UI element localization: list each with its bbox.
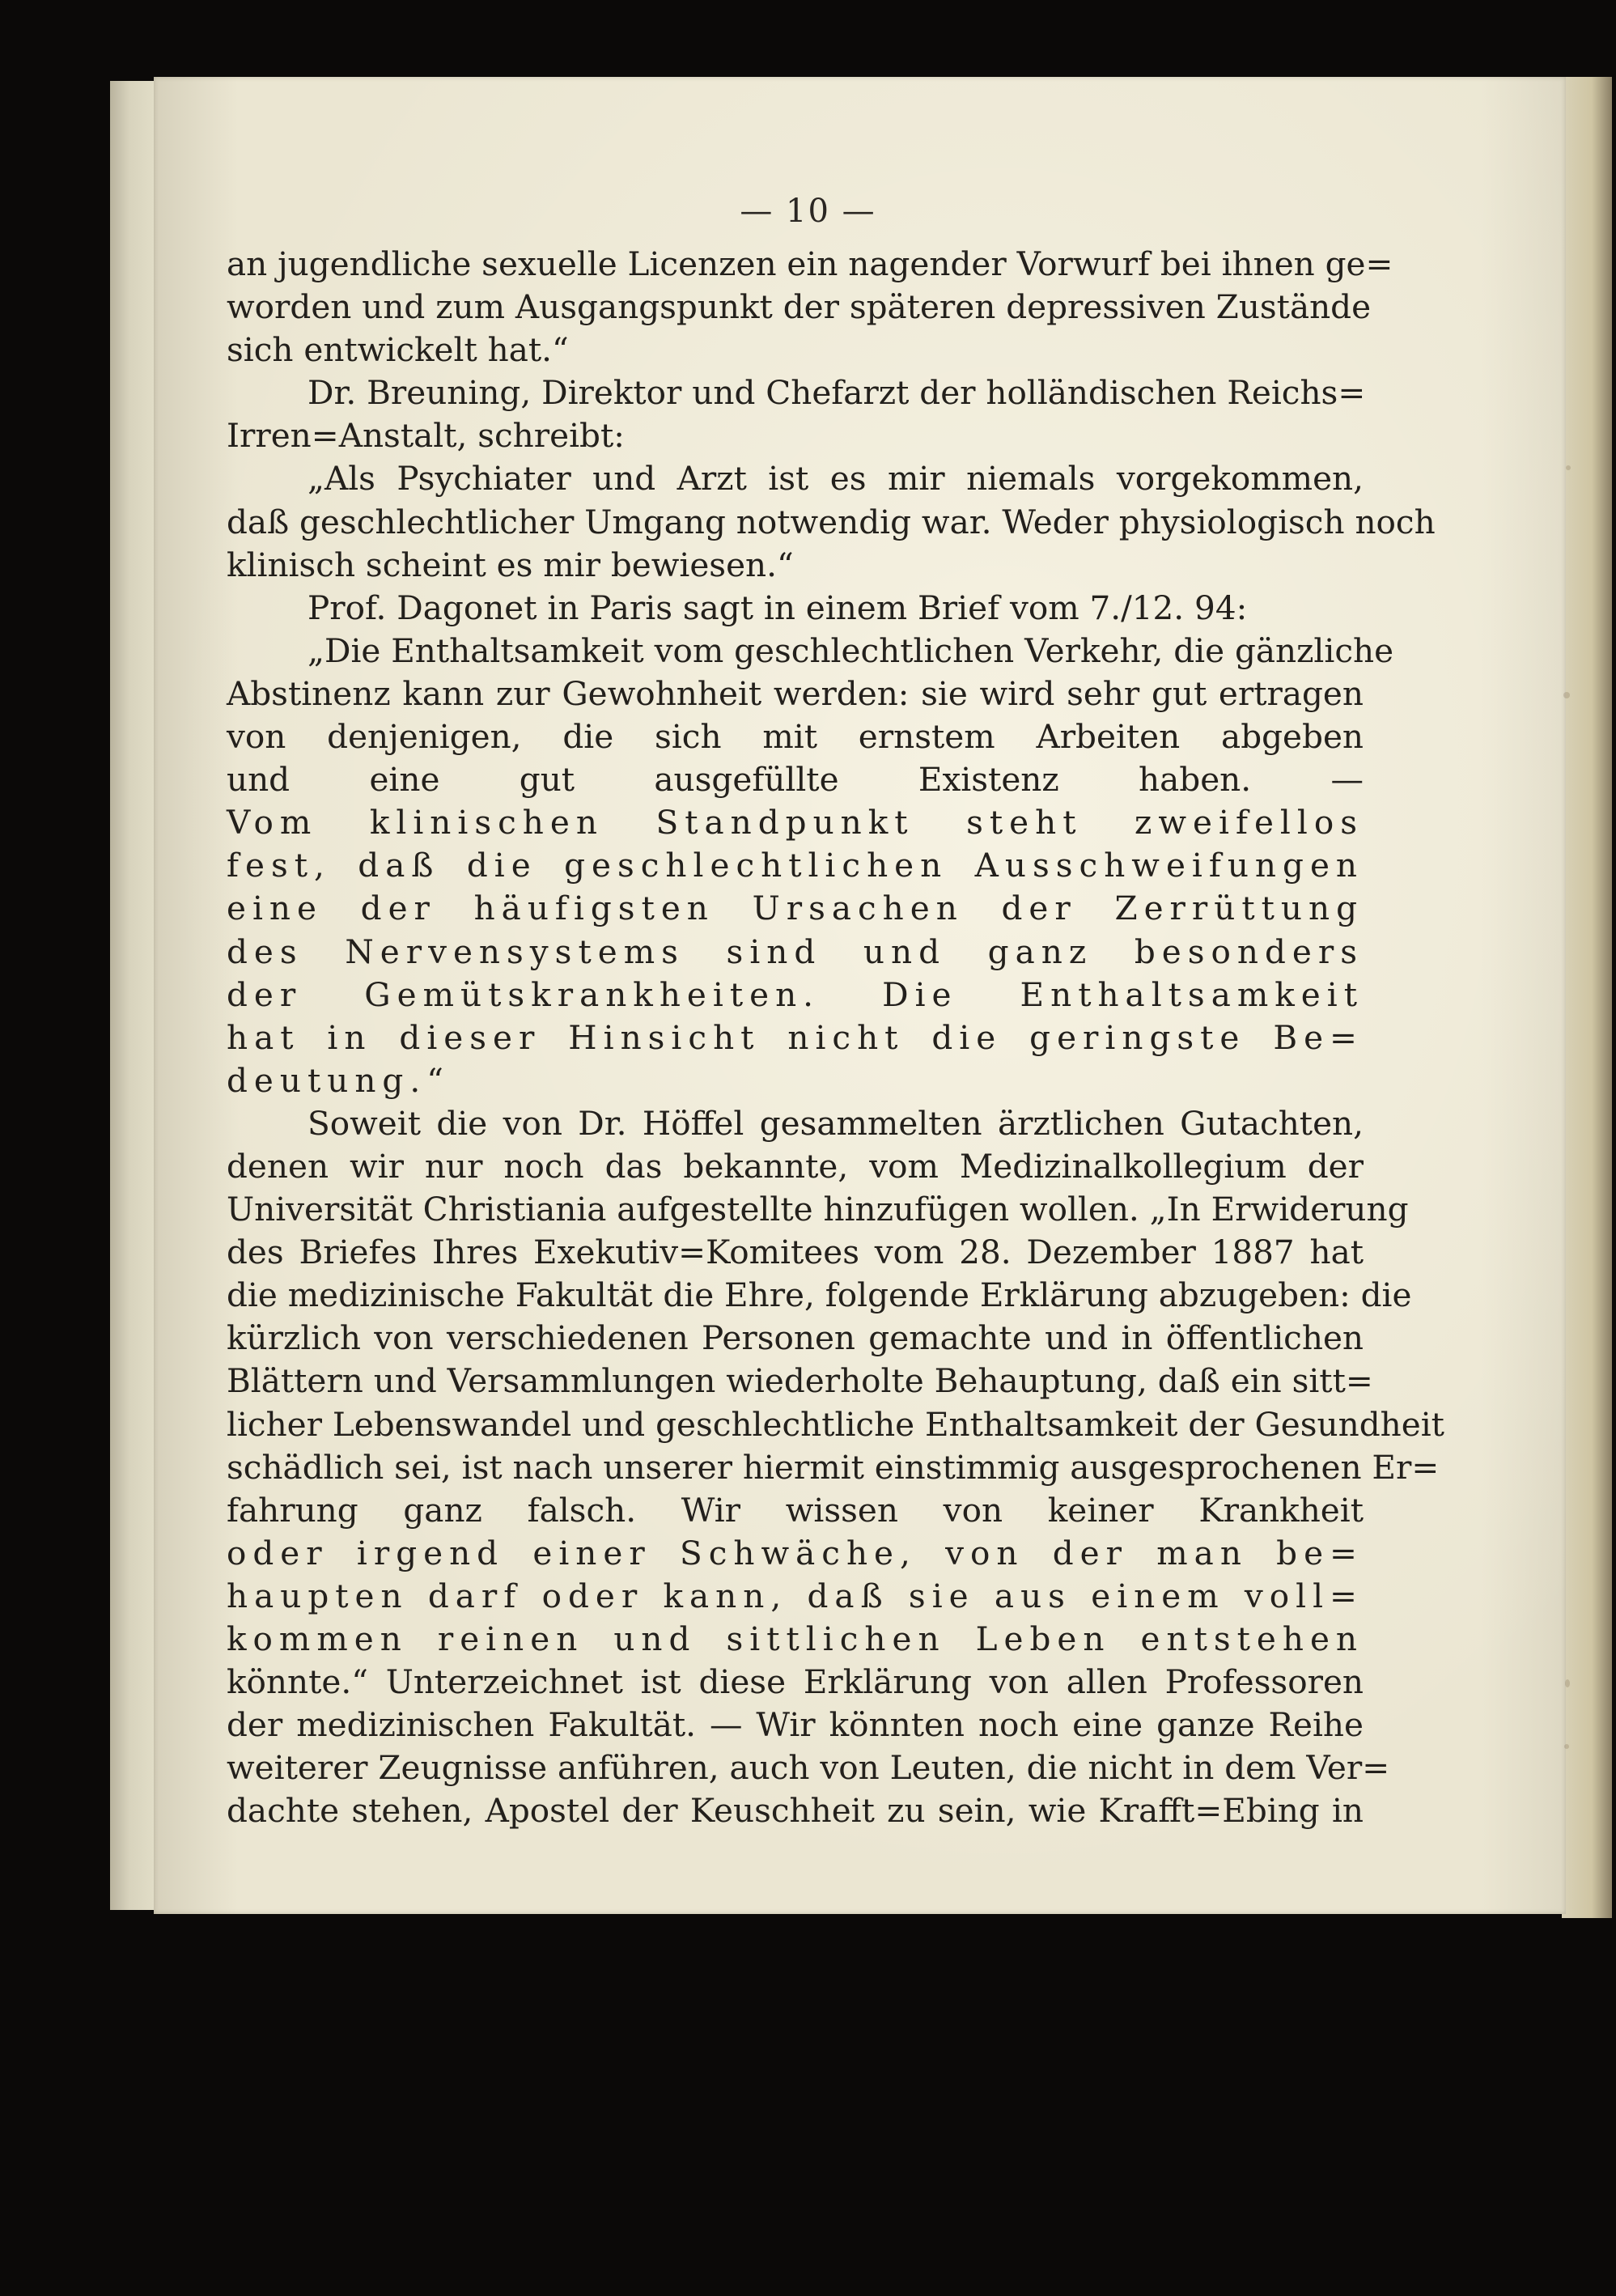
- text-line: sich entwickelt hat.“: [227, 330, 569, 370]
- text-line: worden und zum Ausgangspunkt der späteren depressiven Zustände: [227, 287, 1372, 327]
- text-line: Prof. Dagonet in Paris sagt in einem Brief vom 7./12. 94:: [308, 588, 1248, 627]
- body-text: [227, 243, 1444, 1832]
- text-line: Universität Christiania aufgestellte hinzufügen wollen. „In Erwiderung: [227, 1190, 1409, 1229]
- text-line: schädlich sei, ist nach unserer hiermit einstimmig ausgesprochenen Er=: [227, 1447, 1440, 1487]
- text-line: von denjenigen, die sich mit ernstem Arbeiten abgeben: [227, 717, 1364, 757]
- text-line: kürzlich von verschiedenen Personen gemachte und in öffentlichen: [227, 1318, 1364, 1358]
- text-line: weiterer Zeugnisse anführen, auch von Leuten, die nicht in dem Ver=: [227, 1748, 1390, 1788]
- text-line: an jugendliche sexuelle Licenzen ein nagender Vorwurf bei ihnen ge=: [227, 244, 1393, 283]
- text-line: und eine gut ausgefüllte Existenz haben. —: [227, 760, 1364, 800]
- text-line: licher Lebenswandel und geschlechtliche Enthaltsamkeit der Gesundheit: [227, 1404, 1444, 1444]
- text-line: deutung.“: [227, 1060, 450, 1100]
- text-line: daß geschlechtlicher Umgang notwendig war. Weder physiologisch noch: [227, 502, 1436, 541]
- text-line: dachte stehen, Apostel der Keuschheit zu sein, wie Krafft=Ebing in: [227, 1791, 1364, 1831]
- page-number: — 10 —: [740, 193, 876, 230]
- text-line: haupten darf oder kann, daß sie aus einem voll=: [227, 1576, 1364, 1615]
- page-edge-left: [110, 81, 159, 1910]
- text-line: hat in dieser Hinsicht nicht die geringste Be=: [227, 1017, 1364, 1057]
- text-line: der medizinischen Fakultät. — Wir könnten noch eine ganze Reihe: [227, 1705, 1364, 1745]
- text-line: oder irgend einer Schwäche, von der man be=: [227, 1533, 1364, 1572]
- text-line: kommen reinen und sittlichen Leben entstehen: [227, 1619, 1364, 1658]
- paper-spot: [1566, 465, 1571, 470]
- text-line: des Nervensystems sind und ganz besonders: [227, 932, 1364, 971]
- text-line: Vom klinischen Standpunkt steht zweifellos: [227, 803, 1364, 842]
- paper-spot: [1565, 1679, 1570, 1687]
- text-line: Soweit die von Dr. Höffel gesammelten ärztlichen Gutachten,: [308, 1103, 1364, 1143]
- text-line: „Die Enthaltsamkeit vom geschlechtlichen Verkehr, die gänzliche: [308, 630, 1394, 670]
- text-line: fest, daß die geschlechtlichen Ausschweifungen: [227, 846, 1364, 885]
- text-line: Dr. Breuning, Direktor und Chefarzt der holländischen Reichs=: [308, 373, 1366, 413]
- text-line: könnte.“ Unterzeichnet ist diese Erklärung von allen Professoren: [227, 1662, 1364, 1702]
- text-line: „Als Psychiater und Arzt ist es mir niemals vorgekommen,: [308, 459, 1364, 499]
- paper-spot: [1563, 692, 1570, 698]
- paper-spot: [1564, 1744, 1569, 1749]
- text-line: die medizinische Fakultät die Ehre, folgende Erklärung abzugeben: die: [227, 1275, 1412, 1315]
- text-line: Blättern und Versammlungen wiederholte Behauptung, daß ein sitt=: [227, 1361, 1373, 1401]
- text-line: des Briefes Ihres Exekutiv=Komitees vom 28. Dezember 1887 hat: [227, 1233, 1364, 1272]
- text-line: der Gemütskrankheiten. Die Enthaltsamkeit: [227, 974, 1364, 1014]
- text-line: fahrung ganz falsch. Wir wissen von keiner Krankheit: [227, 1490, 1364, 1530]
- text-line: klinisch scheint es mir bewiesen.“: [227, 545, 794, 584]
- page-edge-right: [1562, 77, 1612, 1918]
- text-line: Abstinenz kann zur Gewohnheit werden: sie wird sehr gut ertragen: [227, 673, 1364, 713]
- text-line: Irren=Anstalt, schreibt:: [227, 416, 625, 456]
- text-line: eine der häufigsten Ursachen der Zerrüttung: [227, 889, 1364, 928]
- text-line: denen wir nur noch das bekannte, vom Medizinalkollegium der: [227, 1146, 1364, 1186]
